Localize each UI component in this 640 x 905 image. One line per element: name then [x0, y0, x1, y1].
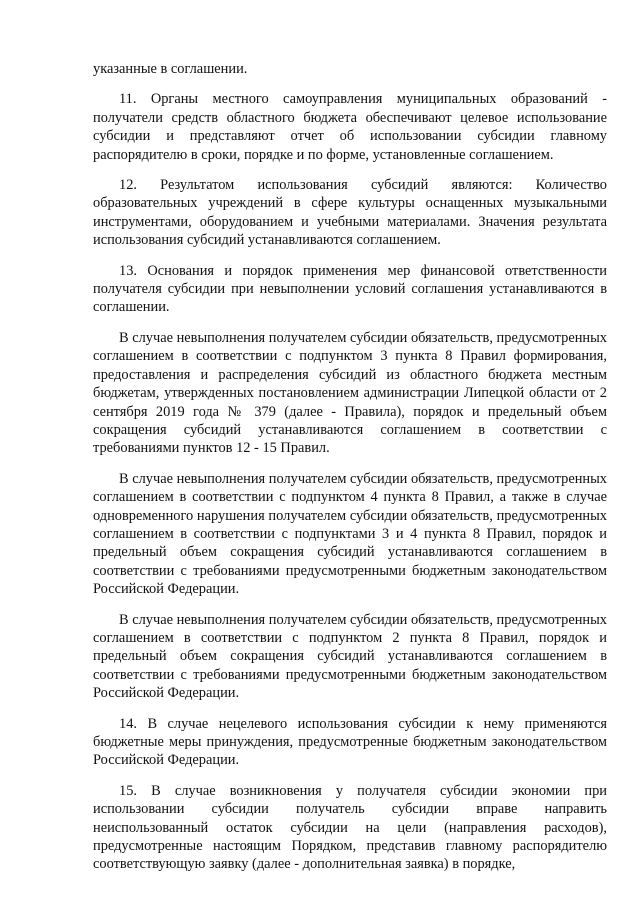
document-body: [93, 60, 607, 886]
paragraph-15: 15. В случае возникновения у получателя субсидии экономии при использовании субсидии получатель субсидии вправе направить неиспользованный остаток субсидии на цели (направления расходов), предусмотренные настоящим Порядком, представив главному распорядителю соответствующую заявку (далее - дополнительная заявка) в порядке,: [93, 782, 607, 873]
paragraph-13: 13. Основания и порядок применения мер финансовой ответственности получателя субсидии при невыполнении условий соглашения устанавливаются в соглашении.: [93, 262, 607, 316]
paragraph-continuation: указанные в соглашении.: [93, 61, 248, 77]
paragraph-12: 12. Результатом использования субсидий являются: Количество образовательных учреждений в сфере культуры оснащенных музыкальными инструментами, оборудованием и учебными материалами. Значения результата использования субсидий устанавливаются соглашением.: [93, 177, 607, 249]
paragraph-13-case-2: В случае невыполнения получателем субсидии обязательств, предусмотренных соглашением в соответствии с подпунктом 4 пункта 8 Правил, а также в случае одновременного нарушения получателем субсидии обязательств, предусмотренных соглашением в соответствии с подпунктами 3 и 4 пункта 8 Правил, порядок и предельный объем сокращения субсидий устанавливаются соглашением в соответствии с требованиями предусмотренными бюджетным законодательством Российской Федерации.: [93, 470, 607, 598]
paragraph-13-case-3: В случае невыполнения получателем субсидии обязательств, предусмотренных соглашением в соответствии с подпунктом 2 пункта 8 Правил, порядок и предельный объем сокращения субсидий устанавливаются соглашением в соответствии с требованиями предусмотренными бюджетным законодательством Российской Федерации.: [93, 611, 607, 702]
paragraph-14: 14. В случае нецелевого использования субсидии к нему применяются бюджетные меры принуждения, предусмотренные бюджетным законодательством Российской Федерации.: [93, 715, 607, 769]
paragraph-11: 11. Органы местного самоуправления муниципальных образований - получатели средств областного бюджета обеспечивают целевое использование субсидии и представляют отчет об использовании субсидии главному распорядителю в сроки, порядке и по форме, установленные соглашением.: [93, 91, 607, 163]
paragraph-13-case-1: В случае невыполнения получателем субсидии обязательств, предусмотренных соглашением в соответствии с подпунктом 3 пункта 8 Правил формирования, предоставления и распределения субсидий из областного бюджета местным бюджетам, утвержденных постановлением администрации Липецкой области от 2 сентября 2019 года № 379 (далее - Правила), порядок и предельный объем сокращения субсидий устанавливаются соглашением в соответствии с требованиями пунктов 12 - 15 Правил.: [93, 329, 607, 457]
